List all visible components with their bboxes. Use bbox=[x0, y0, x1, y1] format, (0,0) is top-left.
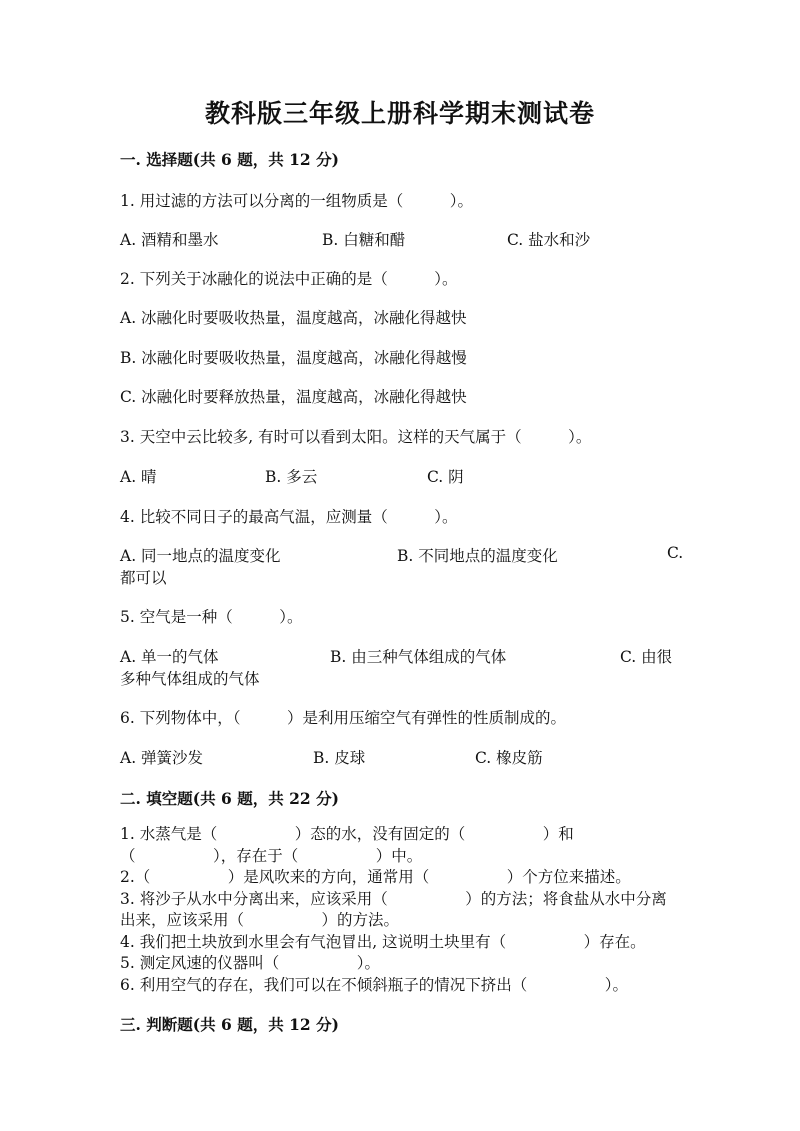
question-3-stem: 3. 天空中云比较多, 有时可以看到太阳。这样的天气属于（ ）。 bbox=[120, 428, 592, 446]
question-5-option-a: A. 单一的气体 bbox=[120, 648, 219, 666]
fill-line-3: 2.（ ）是风吹来的方向，通常用（ ）个方位来描述。 bbox=[120, 868, 631, 886]
question-6-option-c: C. 橡皮筋 bbox=[475, 749, 543, 767]
question-4-option-b: B. 不同地点的温度变化 bbox=[397, 547, 558, 565]
question-3-option-b: B. 多云 bbox=[265, 468, 318, 486]
question-2-stem: 2. 下列关于冰融化的说法中正确的是（ ）。 bbox=[120, 270, 458, 288]
question-3-option-c: C. 阴 bbox=[427, 468, 464, 486]
fill-line-1: 1. 水蒸气是（ ）态的水，没有固定的（ ）和 bbox=[120, 825, 574, 843]
question-6-option-b: B. 皮球 bbox=[313, 749, 366, 767]
fill-line-8: 6. 利用空气的存在，我们可以在不倾斜瓶子的情况下挤出（ ）。 bbox=[120, 975, 628, 994]
question-5-stem: 5. 空气是一种（ ）。 bbox=[120, 608, 303, 626]
question-2-option-b: B. 冰融化时要吸收热量，温度越高，冰融化得越慢 bbox=[120, 349, 467, 367]
fill-line-2: （ ），存在于（ ）中。 bbox=[120, 846, 423, 865]
section-heading-choice: 一. 选择题(共 6 题，共 12 分) bbox=[120, 150, 339, 169]
question-4-option-c-text: 都可以 bbox=[120, 569, 167, 587]
fill-line-6: 4. 我们把土块放到水里会有气泡冒出, 这说明土块里有（ ）存在。 bbox=[120, 932, 646, 951]
question-5-option-b: B. 由三种气体组成的气体 bbox=[330, 648, 507, 666]
fill-line-5: 出来，应该采用（ ）的方法。 bbox=[120, 911, 400, 929]
section-heading-fill-blank: 二. 填空题(共 6 题，共 22 分) bbox=[120, 789, 339, 808]
question-1-option-a: A. 酒精和墨水 bbox=[120, 231, 219, 249]
fill-line-7: 5. 测定风速的仪器叫（ ）。 bbox=[120, 954, 380, 972]
section-heading-true-false: 三. 判断题(共 6 题，共 12 分) bbox=[120, 1015, 339, 1034]
question-6-option-a: A. 弹簧沙发 bbox=[120, 749, 204, 767]
question-6-stem: 6. 下列物体中，（ ）是利用压缩空气有弹性的性质制成的。 bbox=[120, 709, 566, 727]
question-1-option-b: B. 白糖和醋 bbox=[322, 231, 406, 249]
question-4-option-c-label: C. bbox=[667, 544, 684, 562]
question-4-stem: 4. 比较不同日子的最高气温，应测量（ ）。 bbox=[120, 508, 458, 526]
question-5-option-c-text: 多种气体组成的气体 bbox=[120, 670, 260, 688]
question-4-option-a: A. 同一地点的温度变化 bbox=[120, 547, 281, 565]
question-1-stem: 1. 用过滤的方法可以分离的一组物质是（ ）。 bbox=[120, 192, 473, 210]
question-2-option-a: A. 冰融化时要吸收热量，温度越高，冰融化得越快 bbox=[120, 309, 467, 327]
question-2-option-c: C. 冰融化时要释放热量，温度越高，冰融化得越快 bbox=[120, 388, 467, 406]
fill-line-4: 3. 将沙子从水中分离出来，应该采用（ ）的方法；将食盐从水中分离 bbox=[120, 889, 667, 908]
question-5-option-c-label: C. 由很 bbox=[620, 648, 673, 666]
question-3-option-a: A. 晴 bbox=[120, 468, 157, 486]
page-title: 教科版三年级上册科学期末测试卷 bbox=[204, 99, 595, 128]
question-1-option-c: C. 盐水和沙 bbox=[507, 231, 591, 249]
fill-blank-list bbox=[120, 824, 685, 996]
